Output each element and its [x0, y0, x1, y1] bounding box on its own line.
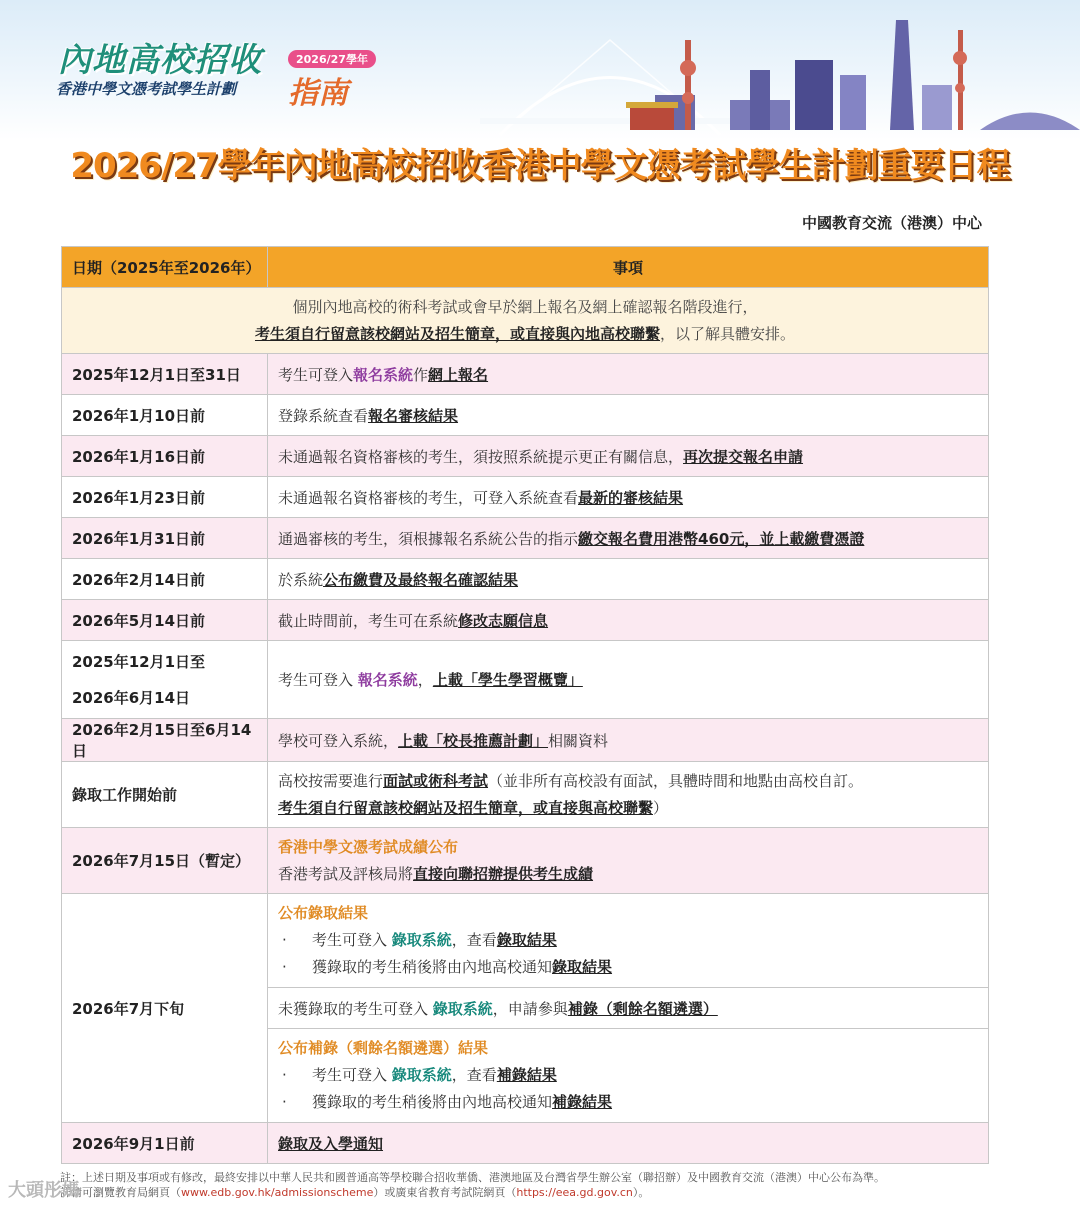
row-item	[268, 988, 989, 1029]
admission-system-link[interactable]: 錄取系統	[432, 999, 493, 1018]
note-line2-rest: ，以了解具體安排。	[660, 324, 796, 343]
row-date: 2026年7月下旬	[62, 894, 268, 1123]
item-text: 未通過報名資格審核的考生，須按照系統提示更正有關信息，	[278, 447, 684, 466]
row-date: 2026年1月23日前	[62, 477, 268, 518]
table-row	[62, 477, 989, 518]
row-item	[268, 436, 989, 477]
bullet-item	[278, 1089, 978, 1116]
date-line: 2026年6月14日	[72, 688, 191, 707]
note-line2-bold: 考生須自行留意該校網站及招生簡章，或直接與內地高校聯繫	[254, 324, 660, 343]
footer-text: 詳情可瀏覽教育局網頁（	[60, 1186, 181, 1199]
system-link[interactable]: 報名系統	[357, 671, 418, 689]
row-date: 錄取工作開始前	[62, 762, 268, 828]
table-row	[62, 719, 989, 762]
bullet-dot: ·	[282, 1066, 287, 1084]
item-highlight: 報名審核結果	[368, 406, 459, 425]
item-text: 考生可登入	[312, 931, 392, 949]
item-text: 相關資料	[548, 731, 609, 750]
table-row	[62, 641, 989, 719]
row-item	[268, 477, 989, 518]
bullet-dot: ·	[282, 958, 287, 976]
row-item	[268, 395, 989, 436]
bullet-item	[278, 954, 978, 981]
item-text: ，	[417, 671, 433, 689]
item-text: 通過審核的考生，須根據報名系統公告的指示	[278, 529, 579, 548]
row-item	[268, 762, 989, 828]
header-date: 日期（2025年至2026年）	[62, 247, 268, 288]
footer-line1: 註：上述日期及事項或有修改，最終安排以中華人民共和國普通高等學校聯合招收華僑、港澳地區及台灣省學生辦公室（聯招辦）及中國教育交流（港澳）中心公布為準。	[60, 1171, 885, 1184]
bullet-item	[278, 1062, 978, 1089]
system-link[interactable]: 報名系統	[353, 365, 414, 384]
row-date: 2025年12月1日至31日	[62, 354, 268, 395]
item-highlight: 公布繳費及最終報名確認結果	[323, 570, 519, 589]
item-text: ，查看	[451, 1066, 497, 1084]
item-highlight: 錄取結果	[552, 958, 613, 976]
item-highlight: 上載「學生學習概覽」	[432, 671, 583, 689]
footer-notes	[60, 1170, 885, 1200]
item-text: （並非所有高校設有面試，具體時間和地點由高校自訂。	[488, 771, 864, 790]
item-highlight: 面試或術科考試	[383, 771, 489, 790]
row-date: 2026年5月14日前	[62, 600, 268, 641]
item-text: 未獲錄取的考生可登入	[278, 999, 433, 1018]
item-text: 未通過報名資格審核的考生，可登入系統查看	[278, 488, 579, 507]
organization-name: 中國教育交流（港澳）中心	[801, 214, 982, 232]
footer-text: ）。	[632, 1186, 650, 1199]
note-cell	[62, 288, 989, 354]
bullet-dot: ·	[282, 1093, 287, 1111]
city-skyline-illustration	[440, 0, 1080, 140]
row-item	[268, 719, 989, 762]
table-row	[62, 894, 989, 988]
item-text: 截止時間前，考生可在系統	[278, 611, 459, 630]
row-item	[268, 1123, 989, 1164]
table-row	[62, 354, 989, 395]
table-row	[62, 1123, 989, 1164]
item-text: 獲錄取的考生稍後將由內地高校通知	[312, 1093, 553, 1111]
item-text: ，申請參與	[492, 999, 568, 1018]
admission-system-link[interactable]: 錄取系統	[391, 1066, 452, 1084]
item-highlight: 錄取及入學通知	[278, 1134, 384, 1153]
footer-text: ）或廣東省教育考試院網頁（	[373, 1186, 517, 1199]
table-row	[62, 436, 989, 477]
item-text: 考生可登入	[278, 365, 354, 384]
item-highlight: 直接向聯招辦提供考生成績	[413, 864, 594, 883]
row-date: 2026年1月16日前	[62, 436, 268, 477]
item-highlight: 再次提交報名申請	[683, 447, 804, 466]
item-text: ）	[653, 798, 669, 817]
note-row	[62, 288, 989, 354]
schedule-table	[61, 246, 989, 1164]
row-item	[268, 559, 989, 600]
item-text: 高校按需要進行	[278, 771, 384, 790]
row-item	[268, 641, 989, 719]
item-text: 作	[413, 365, 429, 384]
item-text: 登錄系統查看	[278, 406, 369, 425]
table-row	[62, 395, 989, 436]
item-highlight: 最新的審核結果	[578, 488, 684, 507]
date-line: 2025年12月1日至	[72, 652, 206, 671]
logo-title: 內地高校招收	[58, 40, 262, 79]
item-highlight: 補錄結果	[496, 1066, 557, 1084]
eea-link[interactable]: https://eea.gd.gov.cn	[516, 1186, 633, 1199]
edb-link[interactable]: www.edb.gov.hk/admissionscheme	[181, 1186, 374, 1199]
item-subtitle: 公布補錄（剩餘名額遴選）結果	[278, 1039, 489, 1057]
item-text: 於系統	[278, 570, 324, 589]
logo-subtitle: 香港中學文憑考試學生計劃	[56, 80, 237, 98]
page-title: 2026/27學年內地高校招收香港中學文憑考試學生計劃重要日程	[70, 146, 1010, 186]
item-highlight: 錄取結果	[496, 931, 557, 949]
bullet-item	[278, 927, 978, 954]
row-date: 2026年9月1日前	[62, 1123, 268, 1164]
row-date: 2026年1月10日前	[62, 395, 268, 436]
item-text: 獲錄取的考生稍後將由內地高校通知	[312, 958, 553, 976]
table-row	[62, 762, 989, 828]
table-row	[62, 828, 989, 894]
item-subtitle: 香港中學文憑考試成績公布	[278, 837, 459, 856]
item-highlight: 補錄結果	[552, 1093, 613, 1111]
row-date	[62, 641, 268, 719]
row-item	[268, 1029, 989, 1123]
footer-line2	[60, 1185, 885, 1200]
row-item	[268, 828, 989, 894]
row-item	[268, 600, 989, 641]
item-text: 學校可登入系統，	[278, 731, 399, 750]
row-item	[268, 354, 989, 395]
row-date: 2026年7月15日（暫定）	[62, 828, 268, 894]
item-highlight: 網上報名	[428, 365, 489, 384]
item-highlight: 考生須自行留意該校網站及招生簡章，或直接與高校聯繫	[278, 798, 654, 817]
item-highlight: 補錄（剩餘名額遴選）	[567, 999, 718, 1018]
bullet-dot: ·	[282, 931, 287, 949]
item-highlight: 上載「校長推薦計劃」	[398, 731, 549, 750]
item-subtitle: 公布錄取結果	[278, 904, 369, 922]
watermark: 大頭彤媽	[8, 1180, 80, 1201]
table-row	[62, 518, 989, 559]
admission-system-link[interactable]: 錄取系統	[391, 931, 452, 949]
table-header-row	[62, 247, 989, 288]
row-item	[268, 894, 989, 988]
item-text: 考生可登入	[278, 671, 358, 689]
table-row	[62, 600, 989, 641]
table-row	[62, 559, 989, 600]
note-line1: 個別內地高校的術科考試或會早於網上報名及網上確認報名階段進行，	[292, 297, 758, 316]
row-date: 2026年2月15日至6月14日	[62, 719, 268, 762]
row-date: 2026年1月31日前	[62, 518, 268, 559]
item-highlight: 修改志願信息	[458, 611, 549, 630]
header-item: 事項	[268, 247, 989, 288]
item-text: 香港考試及評核局將	[278, 864, 414, 883]
row-date: 2026年2月14日前	[62, 559, 268, 600]
logo-guide-text: 指南	[288, 76, 348, 111]
logo-year-badge: 2026/27學年	[288, 50, 376, 68]
item-text: ，查看	[451, 931, 497, 949]
header-banner	[0, 0, 1080, 140]
item-highlight: 繳交報名費用港幣460元，並上載繳費憑證	[578, 529, 865, 548]
item-text: 考生可登入	[312, 1066, 392, 1084]
row-item	[268, 518, 989, 559]
